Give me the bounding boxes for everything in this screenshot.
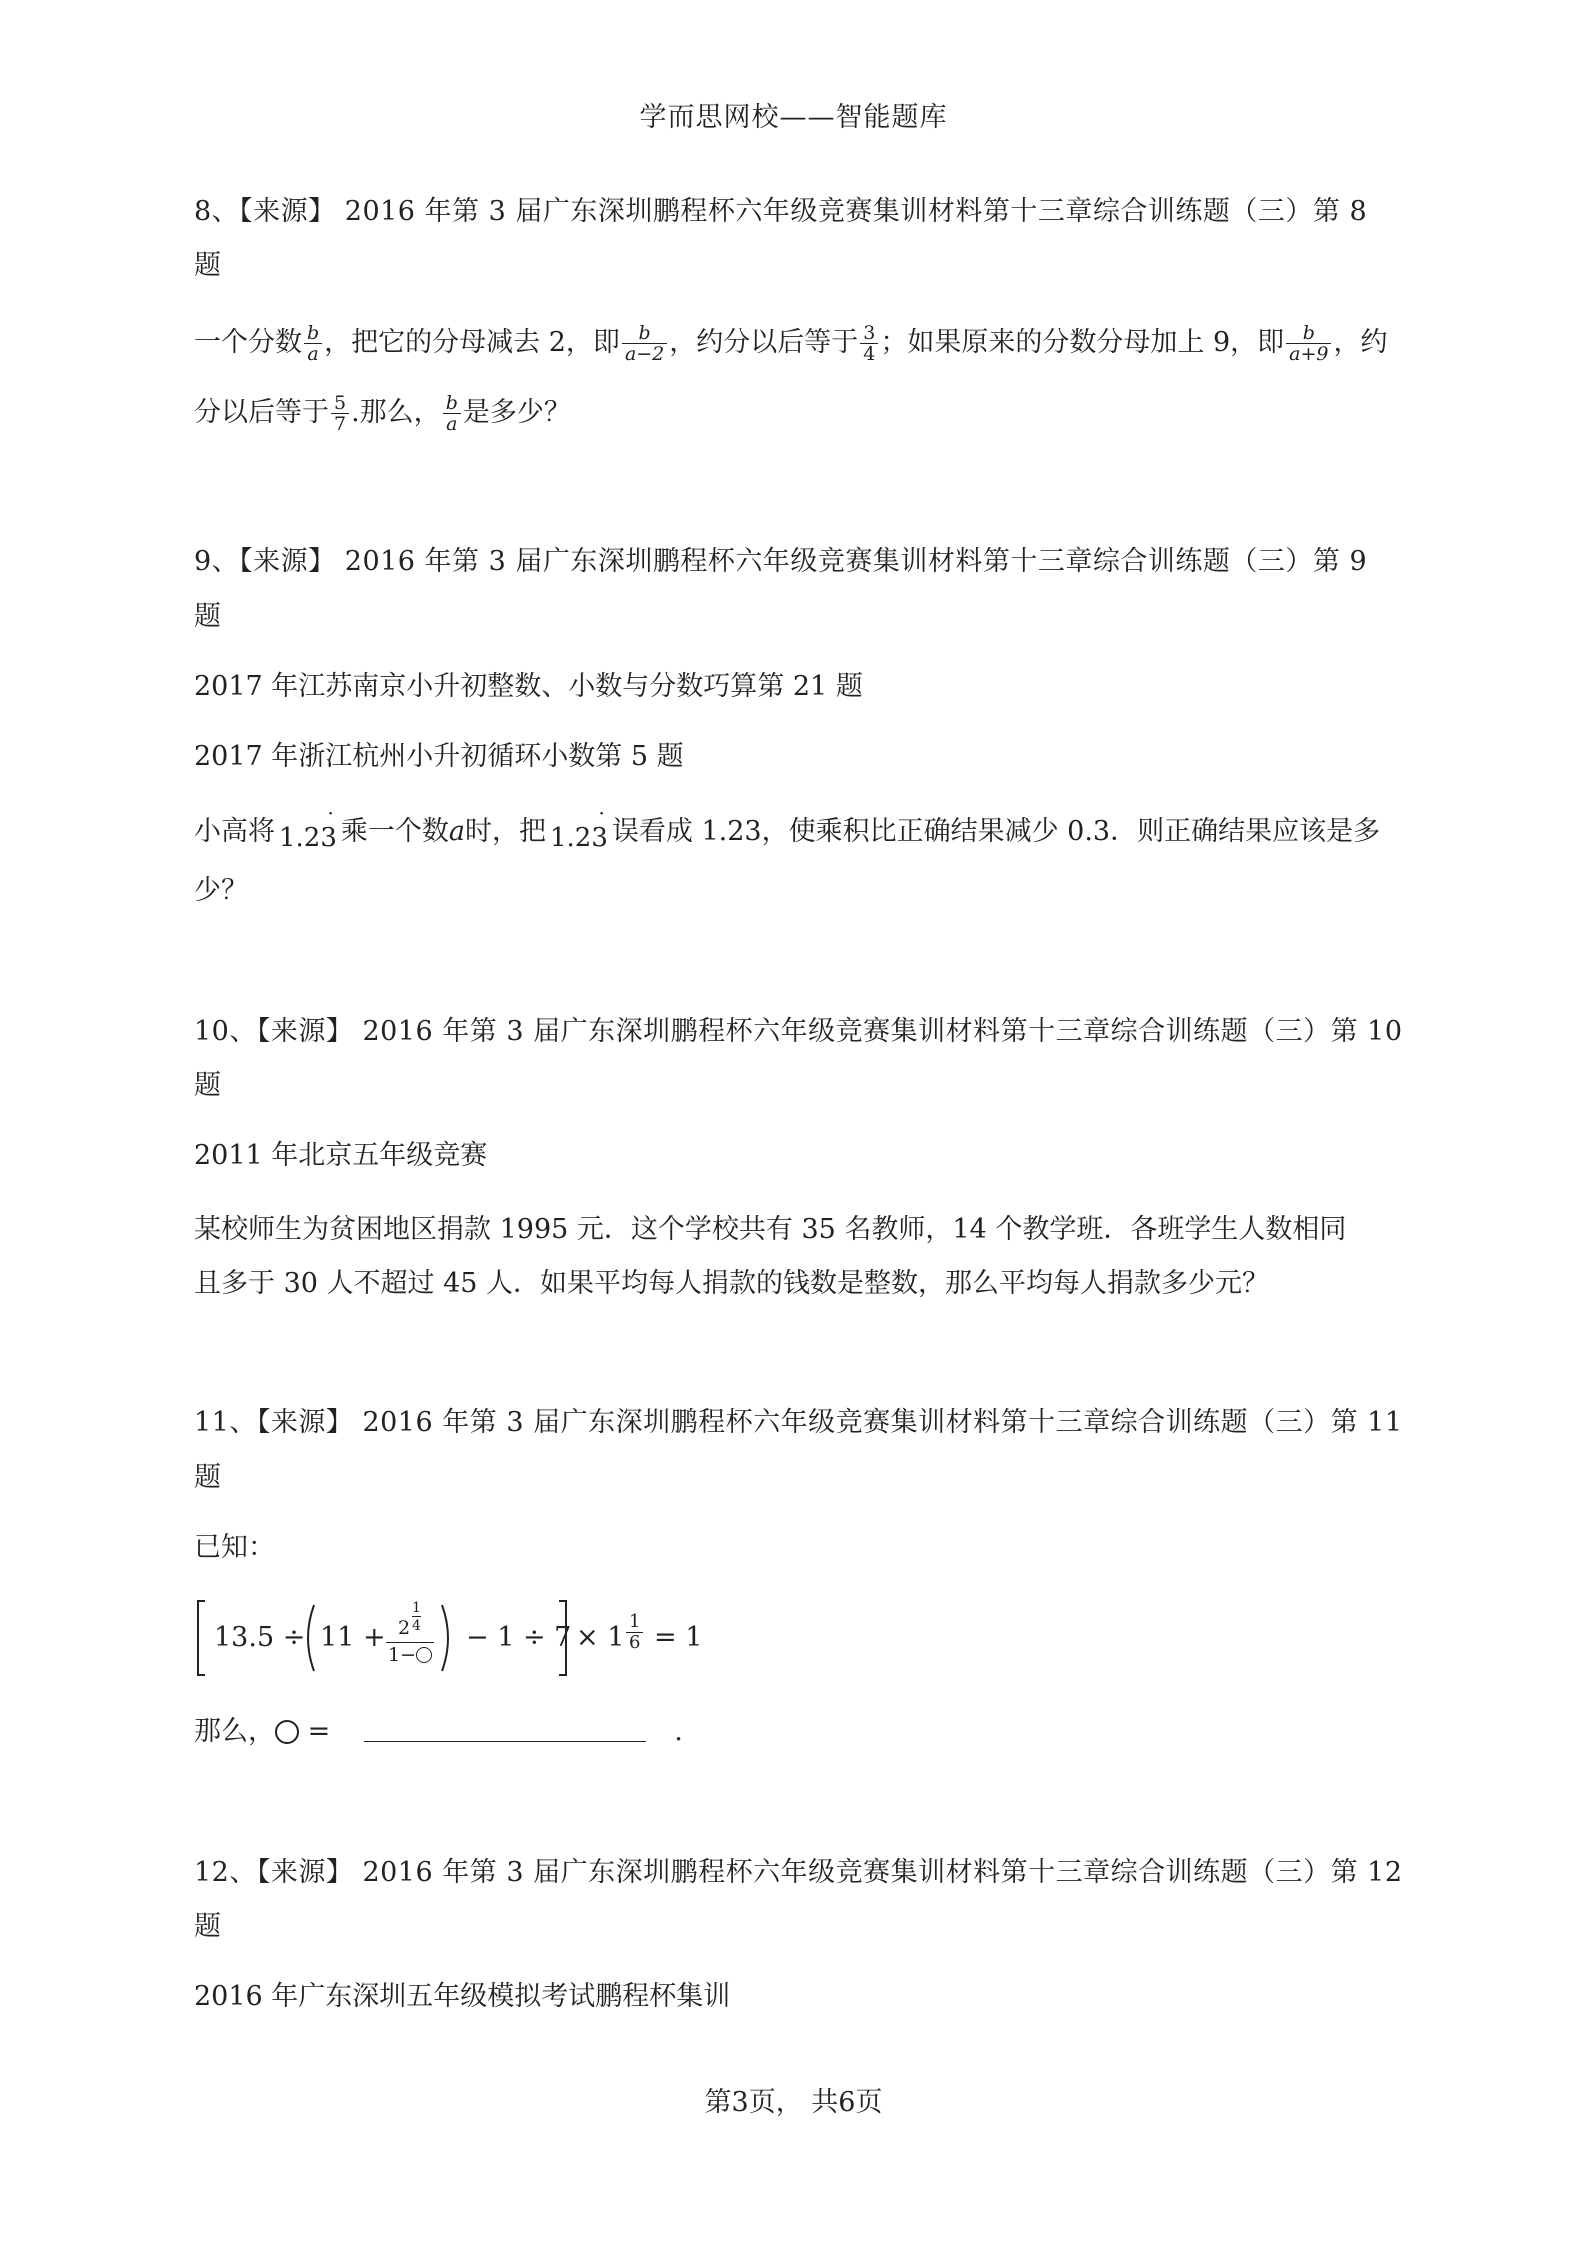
circle-icon bbox=[416, 1647, 432, 1663]
q11-source-line2: 题 bbox=[194, 1462, 221, 1493]
answer-prefix: 那么， bbox=[194, 1716, 275, 1747]
eq-times: × 1 bbox=[576, 1622, 625, 1653]
repeating-decimal: 1.23 · bbox=[279, 801, 337, 853]
eq-term-13-5: 13.5 ÷ bbox=[214, 1622, 306, 1653]
page-footer: 第3页， 共6页 bbox=[704, 2087, 883, 2118]
fraction-5-over-7: $\frac{5}{7}$ bbox=[331, 393, 349, 434]
q8-body-line2 bbox=[194, 393, 571, 434]
q10-source-line2: 题 bbox=[194, 1070, 221, 1101]
fraction-b-over-a-minus-2: $\frac{b}{a-2}$ bbox=[622, 323, 667, 364]
q12-source-extra1: 2016 年广东深圳五年级模拟考试鹏程杯集训 bbox=[194, 1981, 731, 2012]
q8-text: .那么， bbox=[351, 397, 441, 428]
q8-text: 分以后等于 bbox=[194, 397, 329, 428]
eq-den: 1− bbox=[387, 1644, 416, 1666]
q9-source-extra1: 2017 年江苏南京小升初整数、小数与分数巧算第 21 题 bbox=[194, 671, 863, 702]
fraction-b-over-a: $\frac{b}{a}$ bbox=[443, 393, 461, 434]
right-square-bracket bbox=[558, 1600, 568, 1676]
q8-text: ，约分以后等于 bbox=[669, 327, 859, 358]
q9-text: 小高将 bbox=[194, 816, 275, 847]
q8-text: 一个分数 bbox=[194, 327, 302, 358]
page-header: 学而思网校——智能题库 bbox=[639, 102, 948, 133]
q10-source-line1: 10、【来源】 2016 年第 3 届广东深圳鹏程杯六年级竞赛集训材料第十三章综合训练题（三）第 10 bbox=[194, 1016, 1403, 1047]
eq-mixed-whole: 2 bbox=[398, 1617, 411, 1639]
q9-body-line2: 少？ bbox=[194, 875, 248, 906]
q8-source-line2: 题 bbox=[194, 250, 221, 281]
q10-body-line2: 且多于 30 人不超过 45 人．如果平均每人捐款的钱数是整数，那么平均每人捐款多少元？ bbox=[194, 1268, 1270, 1299]
q9-body-line1 bbox=[194, 801, 1381, 858]
fraction-b-over-a: $\frac{b}{a}$ bbox=[304, 323, 322, 364]
q9-source-line1: 9、【来源】 2016 年第 3 届广东深圳鹏程杯六年级竞赛集训材料第十三章综合训练题（三）第 9 bbox=[194, 546, 1368, 577]
q8-body-line1 bbox=[194, 323, 1387, 364]
fraction-3-over-4: $\frac{3}{4}$ bbox=[860, 323, 878, 364]
answer-period: . bbox=[674, 1716, 683, 1747]
answer-equals: = bbox=[307, 1716, 331, 1747]
q12-source-line1: 12、【来源】 2016 年第 3 届广东深圳鹏程杯六年级竞赛集训材料第十三章综合训练题（三）第 12 bbox=[194, 1857, 1403, 1888]
q10-body-line1: 某校师生为贫困地区捐款 1995 元．这个学校共有 35 名教师，14 个教学班．各班学生人数相同 bbox=[194, 1214, 1347, 1245]
eq-term-11: 11 + bbox=[320, 1622, 386, 1653]
eq-mixed-num: 1 bbox=[412, 1600, 421, 1616]
answer-blank[interactable] bbox=[364, 1717, 646, 1742]
q8-text: ，约 bbox=[1333, 327, 1388, 358]
repeating-decimal: 1.23 · bbox=[550, 801, 608, 853]
left-paren bbox=[300, 1604, 316, 1672]
q8-text: ，把它的分母减去 2，即 bbox=[324, 327, 620, 358]
eq-fraction-1-6: $\frac{1}{6}$ bbox=[626, 1612, 643, 1653]
q9-source-line2: 题 bbox=[194, 601, 221, 632]
q11-known-label: 已知： bbox=[194, 1532, 275, 1563]
q9-text: 时，把 bbox=[465, 816, 546, 847]
q10-source-extra1: 2011 年北京五年级竞赛 bbox=[194, 1140, 488, 1171]
eq-term-minus: − 1 ÷ 7 bbox=[466, 1622, 572, 1653]
q11-answer-line bbox=[194, 1712, 683, 1752]
circle-icon bbox=[275, 1720, 299, 1744]
eq-result: = 1 bbox=[654, 1622, 703, 1653]
eq-mixed-den: 4 bbox=[412, 1618, 421, 1634]
q8-source-line1: 8、【来源】 2016 年第 3 届广东深圳鹏程杯六年级竞赛集训材料第十三章综合训练题（三）第 8 bbox=[194, 196, 1368, 227]
q8-text: ；如果原来的分数分母加上 9，即 bbox=[880, 327, 1285, 358]
right-paren bbox=[440, 1604, 456, 1672]
q8-text: 是多少？ bbox=[462, 397, 571, 428]
left-square-bracket bbox=[196, 1600, 206, 1676]
q9-text: 误看成 1.23，使乘积比正确结果减少 0.3．则正确结果应该是多 bbox=[611, 816, 1381, 847]
q9-source-extra2: 2017 年浙江杭州小升初循环小数第 5 题 bbox=[194, 741, 684, 772]
q11-source-line1: 11、【来源】 2016 年第 3 届广东深圳鹏程杯六年级竞赛集训材料第十三章综合训练题（三）第 11 bbox=[194, 1407, 1403, 1438]
q9-text: 乘一个数 bbox=[340, 816, 449, 847]
variable-a: a bbox=[448, 816, 465, 847]
q12-source-line2: 题 bbox=[194, 1911, 221, 1942]
eq-fraction bbox=[386, 1600, 434, 1665]
fraction-b-over-a-plus-9: $\frac{b}{a+9}$ bbox=[1286, 323, 1331, 364]
